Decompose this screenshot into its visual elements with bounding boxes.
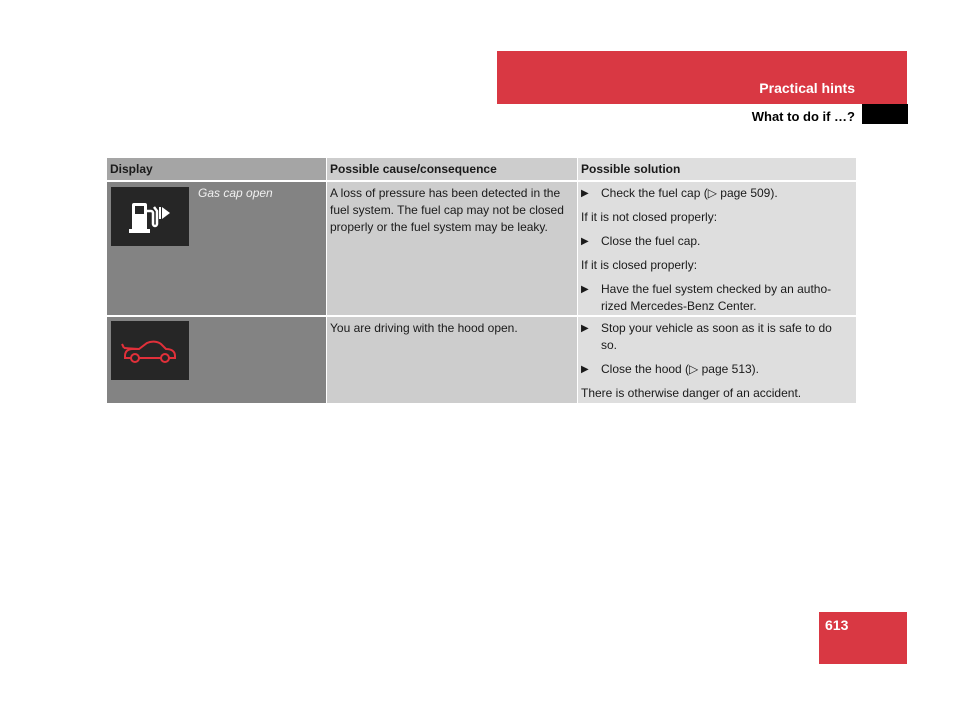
- hood-open-icon: [121, 336, 179, 366]
- solution-step: [581, 233, 848, 250]
- bullet-arrow-icon: ▶: [581, 364, 589, 375]
- step-text: Close the hood (▷ page 513).: [601, 362, 759, 376]
- table-header-row: [107, 158, 856, 180]
- step-text: Close the fuel cap.: [601, 234, 701, 248]
- table-row: [107, 182, 856, 315]
- bullet-arrow-icon: ▶: [581, 188, 589, 199]
- bullet-arrow-icon: ▶: [581, 323, 589, 334]
- step-text: Have the fuel system checked by an autho-rized Mercedes-Benz Center.: [601, 282, 832, 313]
- solution-step: [581, 361, 848, 378]
- chapter-tab-marker: [862, 104, 908, 124]
- section-title: Practical hints: [759, 80, 855, 96]
- step-text: Check the fuel cap (▷ page 509).: [601, 186, 778, 200]
- header-band: [497, 51, 907, 104]
- column-header-cause: Possible cause/consequence: [326, 158, 577, 180]
- bullet-arrow-icon: ▶: [581, 236, 589, 247]
- display-icon-box: [111, 187, 189, 246]
- table-row: [107, 317, 856, 403]
- solution-cell: [577, 317, 856, 403]
- solution-note: If it is closed properly:: [581, 258, 698, 272]
- solution-step: [581, 281, 848, 315]
- page-number-box: [819, 612, 907, 664]
- subsection-title: What to do if …?: [751, 109, 855, 124]
- column-header-solution: Possible solution: [577, 158, 856, 180]
- display-cell: [107, 182, 326, 315]
- solution-cell: [577, 182, 856, 315]
- solution-note: There is otherwise danger of an accident.: [581, 386, 802, 400]
- page-number: 613: [825, 617, 849, 633]
- fuel-pump-icon: [126, 197, 174, 237]
- solution-note: If it is not closed properly:: [581, 210, 718, 224]
- step-text: Stop your vehicle as soon as it is safe to do so.: [601, 321, 832, 352]
- solution-step: [581, 185, 848, 202]
- display-icon-box: [111, 321, 189, 380]
- cause-cell: You are driving with the hood open.: [326, 317, 577, 403]
- display-messages-table: [107, 158, 856, 403]
- display-cell: [107, 317, 326, 403]
- column-header-display: Display: [107, 158, 326, 180]
- display-message-label: Gas cap open: [198, 186, 273, 200]
- solution-step: [581, 320, 848, 354]
- cause-cell: A loss of pressure has been detected in the fuel system. The fuel cap may not be closed properly or the fuel system may be leaky.: [326, 182, 577, 315]
- bullet-arrow-icon: ▶: [581, 284, 589, 295]
